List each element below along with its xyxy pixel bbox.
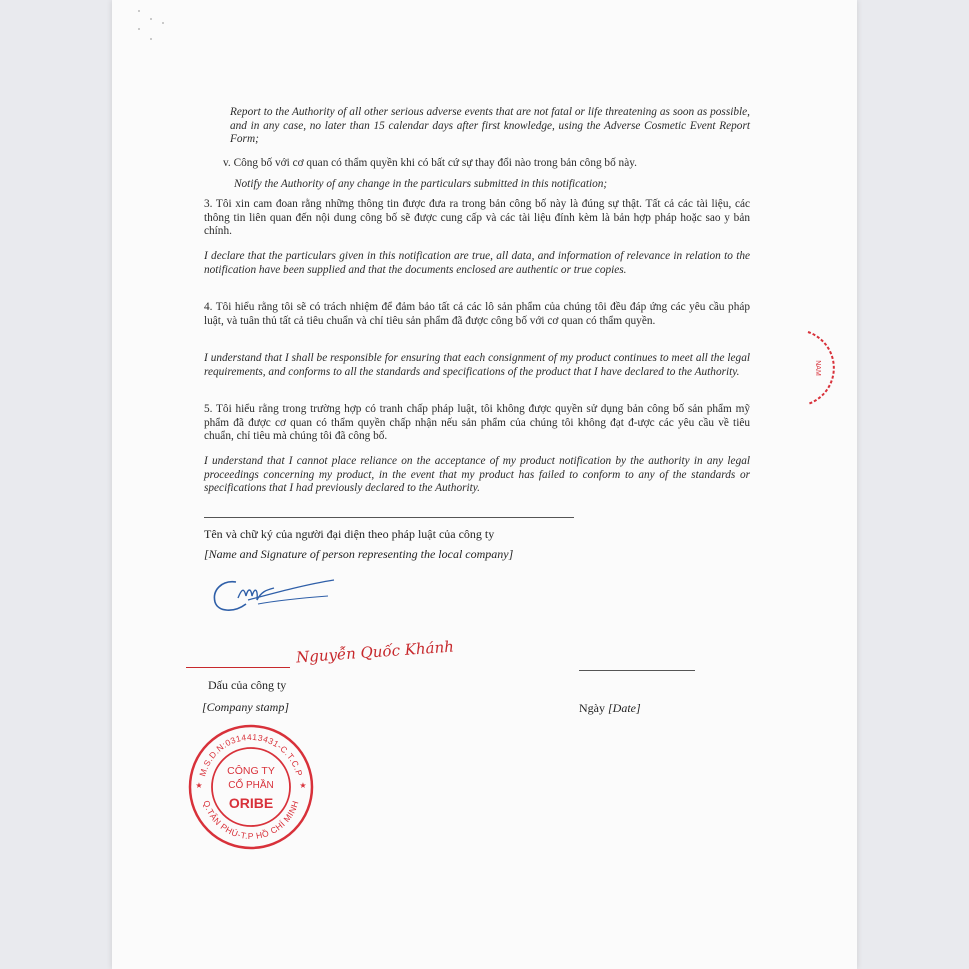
side-seal-fragment (800, 328, 844, 408)
stamp-ring-top: M.S.D.N:0314413431-C.T.C.P (197, 731, 305, 778)
handwritten-signature (208, 570, 338, 620)
date-label-vi: Ngày (579, 701, 605, 715)
stamp-label-en: [Company stamp] (202, 700, 290, 714)
stamp-ring-bottom: Q.TÂN PHÚ-T.P HỒ CHÍ MINH (201, 799, 301, 841)
signature-label-vi: Tên và chữ ký của người đại diện theo pháp luật của công ty (204, 527, 495, 541)
paragraph-4-vi: 4. Tôi hiểu rằng tôi sẽ có trách nhiệm để đảm bảo tất cả các lô sản phẩm của chúng tôi đều đáp ứng các yêu cầu pháp luật, và tuân thủ tất cả tiêu chuẩn và chỉ tiêu sản phẩm đã được công bố với cơ quan có thẩm quyền. (204, 301, 750, 327)
document-page (112, 0, 857, 969)
paragraph-3-vi: 3. Tôi xin cam đoan rằng những thông tin được đưa ra trong bản công bố này là đúng sự thật. Tất cả các tài liệu, các thông tin liên quan đến nội dung công bố sẽ được cung cấp và các tài liệu đính kèm là bản hợp pháp hoặc sao y bản chính. (204, 198, 750, 238)
paragraph-3-en: I declare that the particulars given in this notification are true, all data, and information of relevance in relation to the notification have been supplied and that the documents enclosed are authentic or true copies. (204, 250, 750, 276)
stamp-line-2: CỔ PHẦN (228, 780, 274, 791)
stamp-label-vi: Dấu của công ty (208, 678, 287, 692)
paragraph-5-en: I understand that I cannot place reliance on the acceptance of my product notification by the authority in any legal proceedings concerning my product, in the event that my product has failed to conform to any of the standards or specifications that I had previously declared to the Authority. (204, 455, 750, 495)
date-line (579, 670, 695, 671)
side-seal-text: NAM (814, 360, 821, 376)
paragraph-v-vi: v. Công bố với cơ quan có thẩm quyền khi có bất cứ sự thay đổi nào trong bản công bố này. (223, 157, 637, 169)
svg-text:★: ★ (195, 781, 203, 790)
date-label (579, 701, 641, 716)
paragraph-5-vi: 5. Tôi hiểu rằng trong trường hợp có tranh chấp pháp luật, tôi không được quyền sử dụng bản công bố sản phẩm mỹ phẩm đã được cơ quan có thẩm quyền chấp nhận nếu sản phẩm của chúng tôi không đạt đ-ược các yêu cầu về tiêu chuẩn, chỉ tiêu mà chúng tôi đã công bố. (204, 403, 750, 443)
stamp-line-1: CÔNG TY (227, 765, 275, 777)
signer-name-underline (186, 667, 290, 668)
signature-divider (204, 517, 574, 518)
signer-name: Nguyễn Quốc Khánh (295, 637, 455, 667)
paragraph-report-en: Report to the Authority of all other serious adverse events that are not fatal or life threatening as soon as possible, and in any case, no later than 15 calendar days after first knowledge, using the Adverse Cosmetic Event Report Form; (230, 106, 750, 146)
stamp-line-3: ORIBE (228, 795, 274, 811)
svg-text:★: ★ (299, 781, 307, 790)
date-label-en: [Date] (608, 701, 641, 715)
paragraph-4-en: I understand that I shall be responsible for ensuring that each consignment of my product continues to meet all the legal requirements, and conforms to all the standards and specifications of the product that I have declared to the Authority. (204, 352, 750, 378)
signature-label-en: [Name and Signature of person representing the local company] (204, 547, 514, 561)
company-stamp (186, 722, 316, 852)
scan-specks (136, 8, 166, 48)
paragraph-v-en: Notify the Authority of any change in the particulars submitted in this notification; (234, 178, 608, 190)
